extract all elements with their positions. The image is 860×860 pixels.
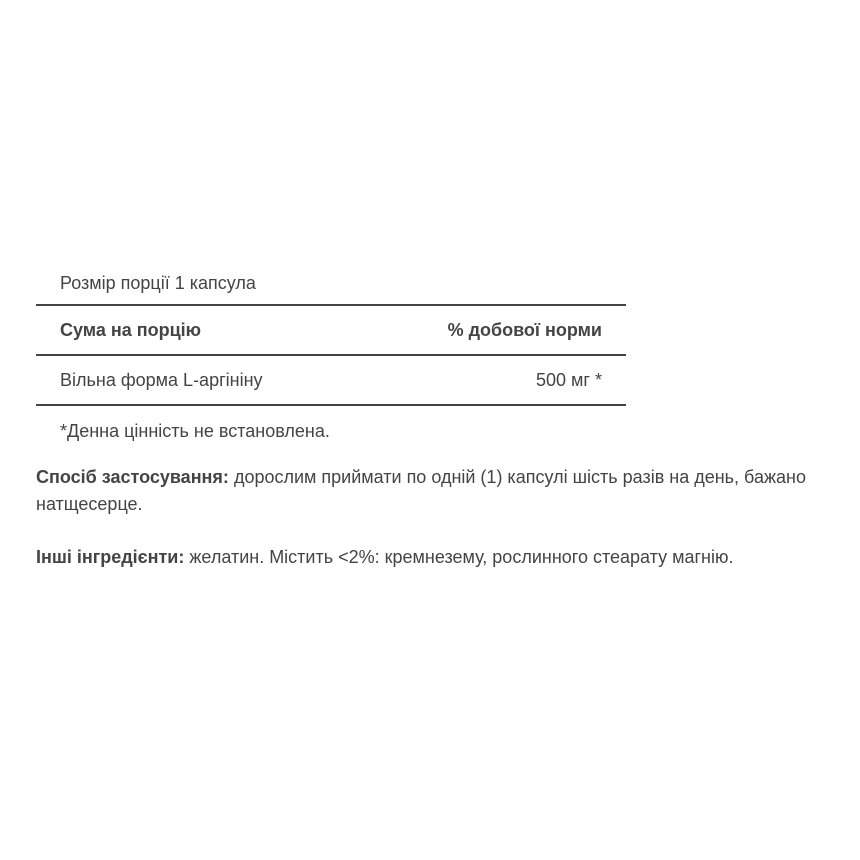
other-ingredients-text: желатин. Містить <2%: кремнезему, рослинного стеарату магнію. (184, 547, 734, 567)
other-ingredients-label: Інші інгредієнти: (36, 547, 185, 567)
amount-per-serving-header: Сума на порцію (60, 319, 202, 340)
facts-header-row (36, 306, 626, 354)
usage-label: Спосіб застосування: (36, 467, 229, 487)
daily-value-header: % добової норми (447, 319, 602, 340)
supplement-facts-panel (36, 268, 626, 442)
ingredient-amount: 500 мг * (536, 369, 602, 390)
serving-size: Розмір порції 1 капсула (60, 273, 256, 293)
usage-text: дорослим приймати по одній (1) капсулі шість разів на день, бажано натщесерце. (36, 467, 806, 514)
ingredient-row (36, 356, 626, 404)
other-ingredients (36, 544, 816, 571)
ingredient-name: Вільна форма L-аргініну (60, 369, 263, 390)
usage-instructions (36, 464, 816, 518)
daily-value-footnote: *Денна цінність не встановлена. (60, 421, 330, 441)
